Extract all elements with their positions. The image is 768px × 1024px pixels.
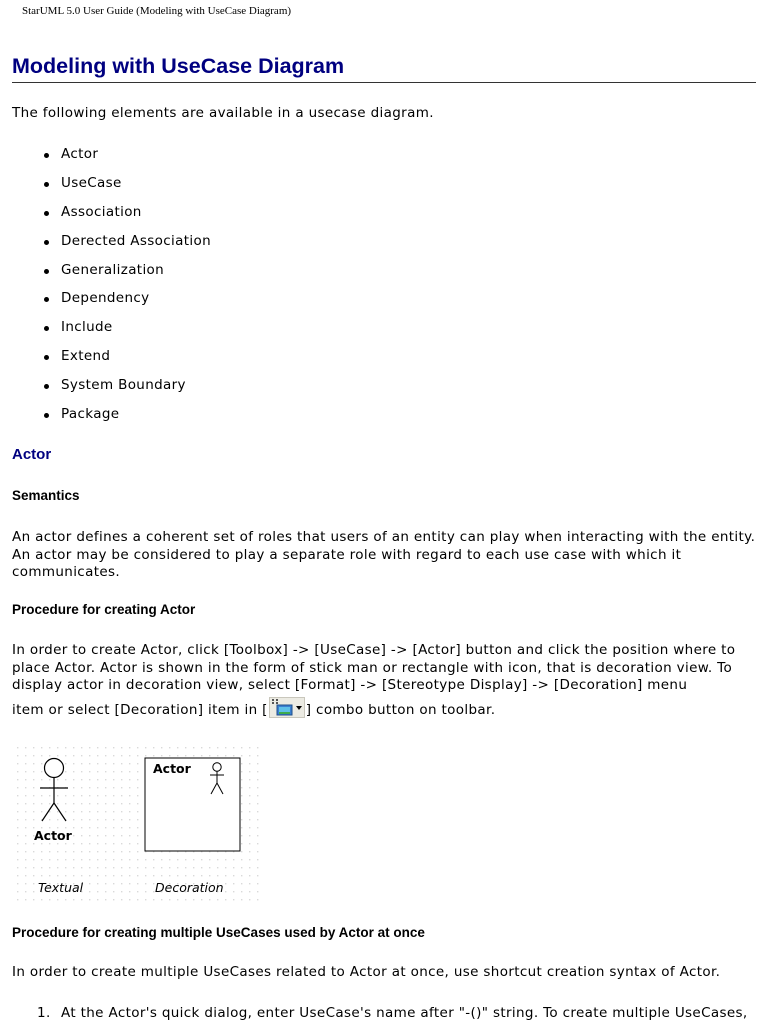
element-list [0, 144, 211, 433]
procedure-paragraph-end [12, 697, 495, 720]
list-item [0, 1005, 768, 1023]
page-title: Modeling with UseCase Diagram [12, 54, 345, 78]
step-number: 1. [37, 1005, 51, 1021]
list-item: UseCase [0, 173, 211, 202]
textual-actor-label: Actor [34, 828, 72, 843]
steps-list [0, 1005, 768, 1023]
procedure-text-before-icon: item or select [Decoration] item in [ [12, 702, 268, 718]
list-item: Extend [0, 346, 211, 375]
title-divider [12, 82, 756, 83]
procedure-text-after-icon: ] combo button on toolbar. [305, 702, 496, 718]
step-text: At the Actor's quick dialog, enter UseCase's name after "-()" string. To create multiple UseCases, [61, 1005, 748, 1021]
list-item: Include [0, 317, 211, 346]
semantics-heading: Semantics [12, 488, 80, 503]
textual-caption: Textual [38, 880, 84, 895]
list-item: Association [0, 202, 211, 231]
actor-notation-figure [14, 744, 262, 902]
decoration-caption: Decoration [155, 880, 224, 895]
list-item: Dependency [0, 288, 211, 317]
section-heading-actor: Actor [12, 446, 52, 463]
procedure-paragraph: In order to create Actor, click [Toolbox] -> [UseCase] -> [Actor] button and click the position where to place Actor. Actor is shown in the form of stick man or rectangle with icon, that is decoration view. To display actor in decoration view, select [Format] -> [Stereotype Display] -> [Decoration] menu [12, 642, 736, 693]
semantics-paragraph: An actor defines a coherent set of roles that users of an entity can play when interacting with the entity. An actor may be considered to play a separate role with regard to each use case with which it communicates. [12, 529, 756, 580]
list-item: Derected Association [0, 231, 211, 260]
list-item: System Boundary [0, 375, 211, 404]
list-item: Package [0, 404, 211, 433]
list-item: Actor [0, 144, 211, 173]
multiple-usecases-paragraph: In order to create multiple UseCases related to Actor at once, use shortcut creation syntax of Actor. [12, 964, 721, 980]
multiple-usecases-heading: Procedure for creating multiple UseCases used by Actor at once [12, 925, 425, 940]
stereotype-display-combo-icon [269, 697, 305, 718]
list-item: Generalization [0, 260, 211, 289]
decoration-actor-label: Actor [153, 761, 191, 776]
running-header: StarUML 5.0 User Guide (Modeling with UseCase Diagram) [22, 5, 292, 17]
procedure-heading: Procedure for creating Actor [12, 602, 196, 617]
intro-paragraph: The following elements are available in a usecase diagram. [12, 105, 434, 121]
